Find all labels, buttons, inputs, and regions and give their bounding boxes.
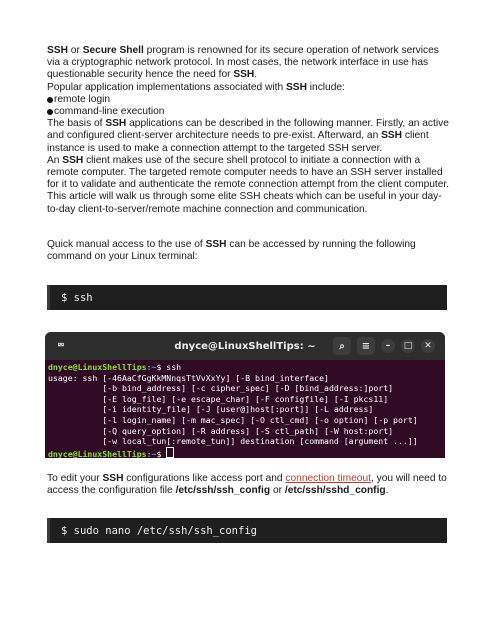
ssh-term: SSH: [285, 81, 307, 93]
usage-line: usage: ssh [-46AaCfGgKkMNnqsTtVvXxYy] [-B bind_interface]: [48, 372, 329, 383]
secure-shell-term: Secure Shell: [82, 45, 144, 56]
ssh-config-path: /etc/ssh/ssh_config: [175, 485, 271, 497]
text: program is renowned for its secure operation of network services via a cryptographic network protocol. In most cases, the network interface in use has questionable security hence the need for: [47, 45, 439, 81]
new-tab-icon[interactable]: ⮹: [57, 341, 65, 351]
code-text: $ ssh: [61, 291, 93, 304]
text: .: [254, 69, 258, 81]
intro-paragraph: [47, 45, 452, 82]
bullet-item: [47, 94, 452, 106]
prompt-user: dnyce@LinuxShellTips: [48, 362, 147, 372]
bullet-text: remote login: [54, 93, 111, 105]
ssh-term: SSH: [62, 154, 84, 166]
bullet-text: command-line execution: [54, 106, 165, 118]
text: , you will need to access the configuration file: [47, 473, 447, 497]
code-block-ssh[interactable]: [47, 285, 447, 310]
bullet-item: [47, 106, 452, 118]
bullet-icon: [47, 97, 53, 103]
text: An: [47, 154, 63, 166]
edit-config-section: [47, 473, 452, 497]
text: or: [270, 485, 285, 497]
terminal-title: dnyce@LinuxShellTips: ~: [174, 340, 316, 352]
usage-line: [-w local_tun[:remote_tun]] destination [command [argument ...]]: [48, 436, 418, 447]
ssh-term: SSH: [205, 239, 227, 250]
text: client instance is used to make a connection attempt to the targeted SSH server.: [47, 130, 429, 154]
prompt-path: :~: [146, 448, 157, 458]
text: .: [385, 485, 389, 497]
code-text: $ sudo nano /etc/ssh/ssh_config: [61, 524, 257, 537]
text: can be accessed by running the following command on your Linux terminal:: [47, 239, 416, 263]
connection-timeout-link[interactable]: connection timeout: [285, 473, 371, 484]
text: applications can be described in the following manner. Firstly, an active and configured client-server architecture needs to pre-exist. Afterward, an: [47, 118, 449, 142]
prompt-user: dnyce@LinuxShellTips: [48, 448, 147, 458]
text: include:: [306, 81, 345, 93]
edit-config-paragraph: [47, 473, 452, 497]
search-icon[interactable]: ⌕: [333, 337, 351, 355]
text: The basis of: [47, 118, 106, 130]
text: To edit your: [47, 473, 103, 484]
text: Quick manual access to the use of: [47, 239, 206, 250]
terminal-titlebar: [45, 332, 445, 360]
terminal-output[interactable]: [45, 360, 445, 458]
ssh-term: SSH: [47, 45, 68, 56]
basis-paragraph: [47, 118, 452, 155]
menu-icon[interactable]: ≡: [357, 337, 375, 355]
code-block-accent: [47, 285, 50, 310]
code-block-nano[interactable]: [47, 518, 447, 543]
close-icon[interactable]: ✕: [421, 339, 435, 353]
quick-access-paragraph: [47, 239, 452, 263]
quick-access-section: [47, 239, 452, 263]
ssh-term: SSH: [105, 118, 127, 130]
bullet-icon: [47, 109, 53, 115]
text: client makes use of the secure shell protocol to initiate a connection with a remote computer. The targeted remote computer needs to have an SSH server installed for it to validate and authenticate the remote connection attempt from the client computer.: [47, 154, 450, 191]
article-body: [47, 45, 452, 216]
usage-line: [-i identity_file] [-J [user@]host[:port]] [-L address]: [48, 404, 374, 415]
text: or: [67, 45, 83, 56]
ssh-term: SSH: [381, 130, 403, 142]
usage-line: [-l login_name] [-m mac_spec] [-O ctl_cmd] [-o option] [-p port]: [48, 414, 418, 425]
maximize-icon[interactable]: □: [401, 339, 415, 353]
minimize-icon[interactable]: –: [381, 339, 395, 353]
applications-paragraph: [47, 82, 452, 94]
command-text: $ ssh: [156, 362, 182, 372]
usage-line: [-Q query_option] [-R address] [-S ctl_path] [-W host:port]: [48, 425, 394, 436]
prompt-symbol: $: [156, 448, 167, 458]
usage-line: [-b bind_address] [-c cipher_spec] [-D [bind_address:]port]: [48, 383, 394, 394]
ssh-term: SSH: [102, 473, 124, 484]
code-block-accent: [47, 518, 50, 543]
terminal-window: [45, 332, 445, 458]
text: configurations like access port and: [123, 473, 286, 484]
article-scope-paragraph: This article will walk us through some elite SSH cheats which can be useful in your day-to-day client-to-server/remote machine connection and communication.: [47, 191, 442, 215]
sshd-config-path: /etc/ssh/sshd_config: [284, 485, 386, 497]
prompt-path: :~: [146, 362, 157, 372]
ssh-term: SSH: [233, 69, 255, 81]
text: Popular application implementations associated with: [47, 81, 286, 93]
client-paragraph: [47, 155, 452, 192]
terminal-cursor: [166, 447, 174, 458]
usage-line: [-E log_file] [-e escape_char] [-F configfile] [-I pkcs11]: [48, 393, 389, 404]
